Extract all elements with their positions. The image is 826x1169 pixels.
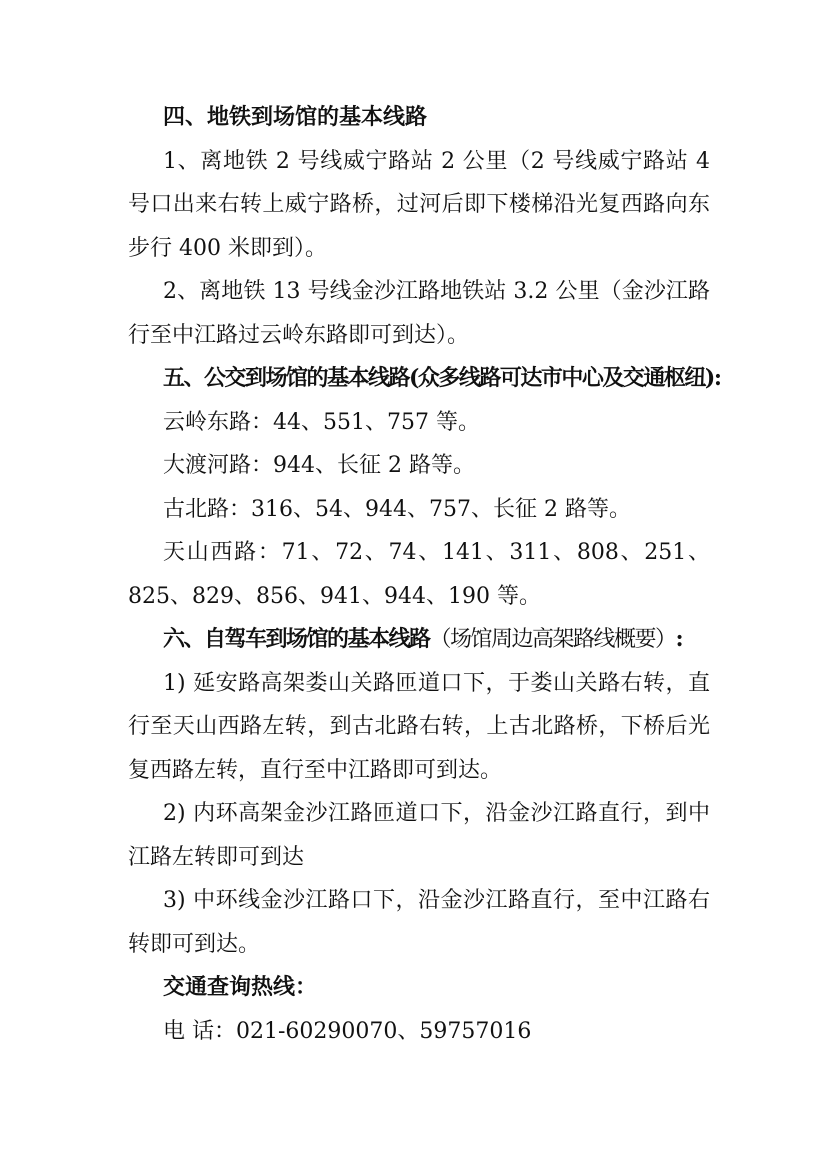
section-heading-hotline: 交通查询热线： xyxy=(163,974,318,1000)
driving-heading-bold-text: 六、自驾车到场馆的基本线路 xyxy=(163,626,430,652)
paragraph-hotline-phone: 电 话：021-60290070、59757016 xyxy=(163,1018,532,1044)
paragraph-bus-tianshan-west-road: 天山西路：71、72、74、141、311、808、251、825、829、856、941、944、190 等。 xyxy=(128,540,710,609)
driving-heading-note-text: （场馆周边高架路线概要） xyxy=(429,627,676,652)
document-content xyxy=(128,96,721,1053)
driving-heading-colon: : xyxy=(675,626,683,652)
section-heading-bus: 五、公交到场馆的基本线路(众多线路可达市中心及交通枢纽): xyxy=(163,365,721,391)
paragraph-bus-daduhe-road: 大渡河路：944、长征 2 路等。 xyxy=(163,453,475,478)
paragraph-driving-route-1: 1) 延安路高架娄山关路匝道口下，于娄山关路右转，直行至天山西路左转，到古北路右转，上古北路桥，下桥后光复西路左转，直行至中江路即可到达。 xyxy=(128,670,710,783)
section-heading-driving xyxy=(128,618,710,662)
paragraph-metro-line2: 1、离地铁 2 号线威宁路站 2 公里（2 号线威宁路站 4 号口出来右转上威宁路桥，过河后即下楼梯沿光复西路向东步行 400 米即到）。 xyxy=(128,148,710,261)
paragraph-driving-route-3: 3) 中环线金沙江路口下，沿金沙江路直行，至中江路右转即可到达。 xyxy=(128,888,710,957)
paragraph-bus-yunling-east-road: 云岭东路：44、551、757 等。 xyxy=(163,409,480,435)
section-heading-metro: 四、地铁到场馆的基本线路 xyxy=(163,104,428,130)
paragraph-metro-line13: 2、离地铁 13 号线金沙江路地铁站 3.2 公里（金沙江路行至中江路过云岭东路即可到达）。 xyxy=(128,279,710,348)
paragraph-driving-route-2: 2) 内环高架金沙江路匝道口下，沿金沙江路直行，到中江路左转即可到达 xyxy=(128,801,710,870)
paragraph-bus-gubei-road: 古北路：316、54、944、757、长征 2 路等。 xyxy=(163,496,631,522)
